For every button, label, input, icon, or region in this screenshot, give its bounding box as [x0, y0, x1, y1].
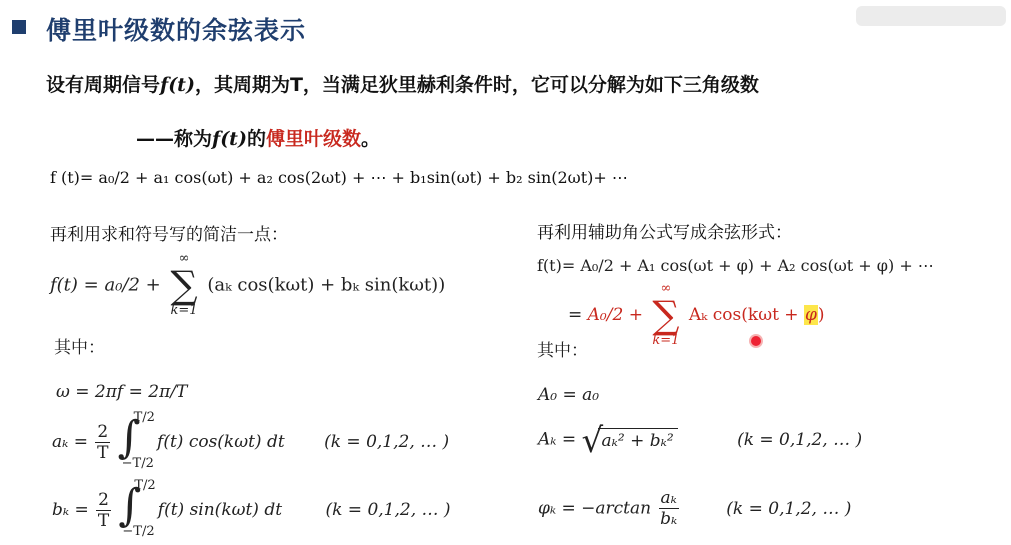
- summation-symbol-red: ∞ ∑ k=1: [652, 281, 680, 348]
- sum-form-lhs: f(t) = a₀/2 +: [50, 274, 161, 296]
- ak-over-bk-fraction: $\frac{\text{aₖ}}{\text{bₖ}}$: [660, 488, 678, 529]
- ak-formula: aₖ = $\frac{2}{T}$ ∫ T/2 −T/2 f(t) cos(kωt) dt (k = 0,1,2, … ): [52, 410, 450, 471]
- named-of: 的: [246, 128, 266, 150]
- phik-formula: φₖ = −arctan $\frac{\text{aₖ}}{\text{bₖ}}$ (k = 0,1,2, … ): [538, 488, 852, 529]
- bk-k-range: (k = 0,1,2, … ): [325, 500, 451, 520]
- summation-symbol: ∞ ∑ k=1: [170, 251, 198, 318]
- slide-title: 傅里叶级数的余弦表示: [46, 16, 307, 45]
- cosine-form-rhs: Aₖ cos(kωt + φ): [688, 305, 825, 325]
- sum-form-heading: 再利用求和符号写的简洁一点：: [50, 225, 288, 245]
- ak-k-range: (k = 0,1,2, … ): [324, 432, 450, 452]
- named-sentence: [136, 124, 380, 151]
- omega-definition: ω = 2πf = 2π/T: [56, 382, 188, 402]
- named-end: 。: [360, 128, 380, 150]
- cosine-form-line2: = A₀/2 + ∞ ∑ k=1 Aₖ cos(kωt + φ): [568, 281, 825, 348]
- intro-sentence: [46, 70, 759, 97]
- where-label-left: 其中：: [54, 338, 105, 358]
- integral-symbol: ∫ T/2 −T/2: [118, 478, 156, 539]
- named-prefix: ——称为: [136, 128, 213, 150]
- sum-form-equation: [50, 252, 445, 318]
- where-label-right: 其中：: [537, 341, 588, 361]
- cosine-form-line1: f(t)= A₀/2 + A₁ cos(ωt + φ) + A₂ cos(ωt + φ) + ⋯: [537, 256, 934, 275]
- title-bullet-square: [12, 20, 26, 34]
- named-ft: f(t): [212, 128, 247, 150]
- intro-suffix: ，其周期为T，当满足狄里赫利条件时，它可以分解为如下三角级数: [194, 74, 759, 96]
- Ak-formula: Aₖ = √ aₖ² + bₖ² (k = 0,1,2, … ): [538, 421, 863, 461]
- intro-ft: f(t): [160, 74, 195, 96]
- intro-prefix: 设有周期信号: [46, 74, 161, 96]
- A0-definition: A₀ = a₀: [538, 385, 600, 405]
- series-expansion: f (t)= a₀/2 + a₁ cos(ωt) + a₂ cos(2ωt) + ⋯ + b₁sin(ωt) + b₂ sin(2ωt)+ ⋯: [50, 168, 628, 187]
- bk-formula: bₖ = $\frac{2}{T}$ ∫ T/2 −T/2 f(t) sin(kωt) dt (k = 0,1,2, … ): [52, 478, 451, 539]
- cosine-form-heading: 再利用辅助角公式写成余弦形式：: [537, 223, 792, 243]
- cosine-form-lhs: A₀/2 +: [587, 305, 643, 325]
- sum-form-rhs: (aₖ cos(kωt) + bₖ sin(kωt)): [207, 274, 446, 296]
- integral-symbol: ∫ T/2 −T/2: [117, 410, 155, 471]
- presenter-pointer-dot: [751, 336, 761, 346]
- bilibili-logo-watermark: [856, 4, 1006, 28]
- fourier-series-highlight: 傅里叶级数: [265, 128, 361, 150]
- phi-highlight: φ: [804, 305, 817, 325]
- two-over-T-fraction: $\frac{2}{T}$: [97, 489, 110, 531]
- square-root-symbol: √ aₖ² + bₖ²: [582, 428, 678, 451]
- Ak-k-range: (k = 0,1,2, … ): [737, 429, 863, 450]
- phik-k-range: (k = 0,1,2, … ): [726, 498, 852, 519]
- two-over-T-fraction: $\frac{2}{T}$: [97, 421, 109, 463]
